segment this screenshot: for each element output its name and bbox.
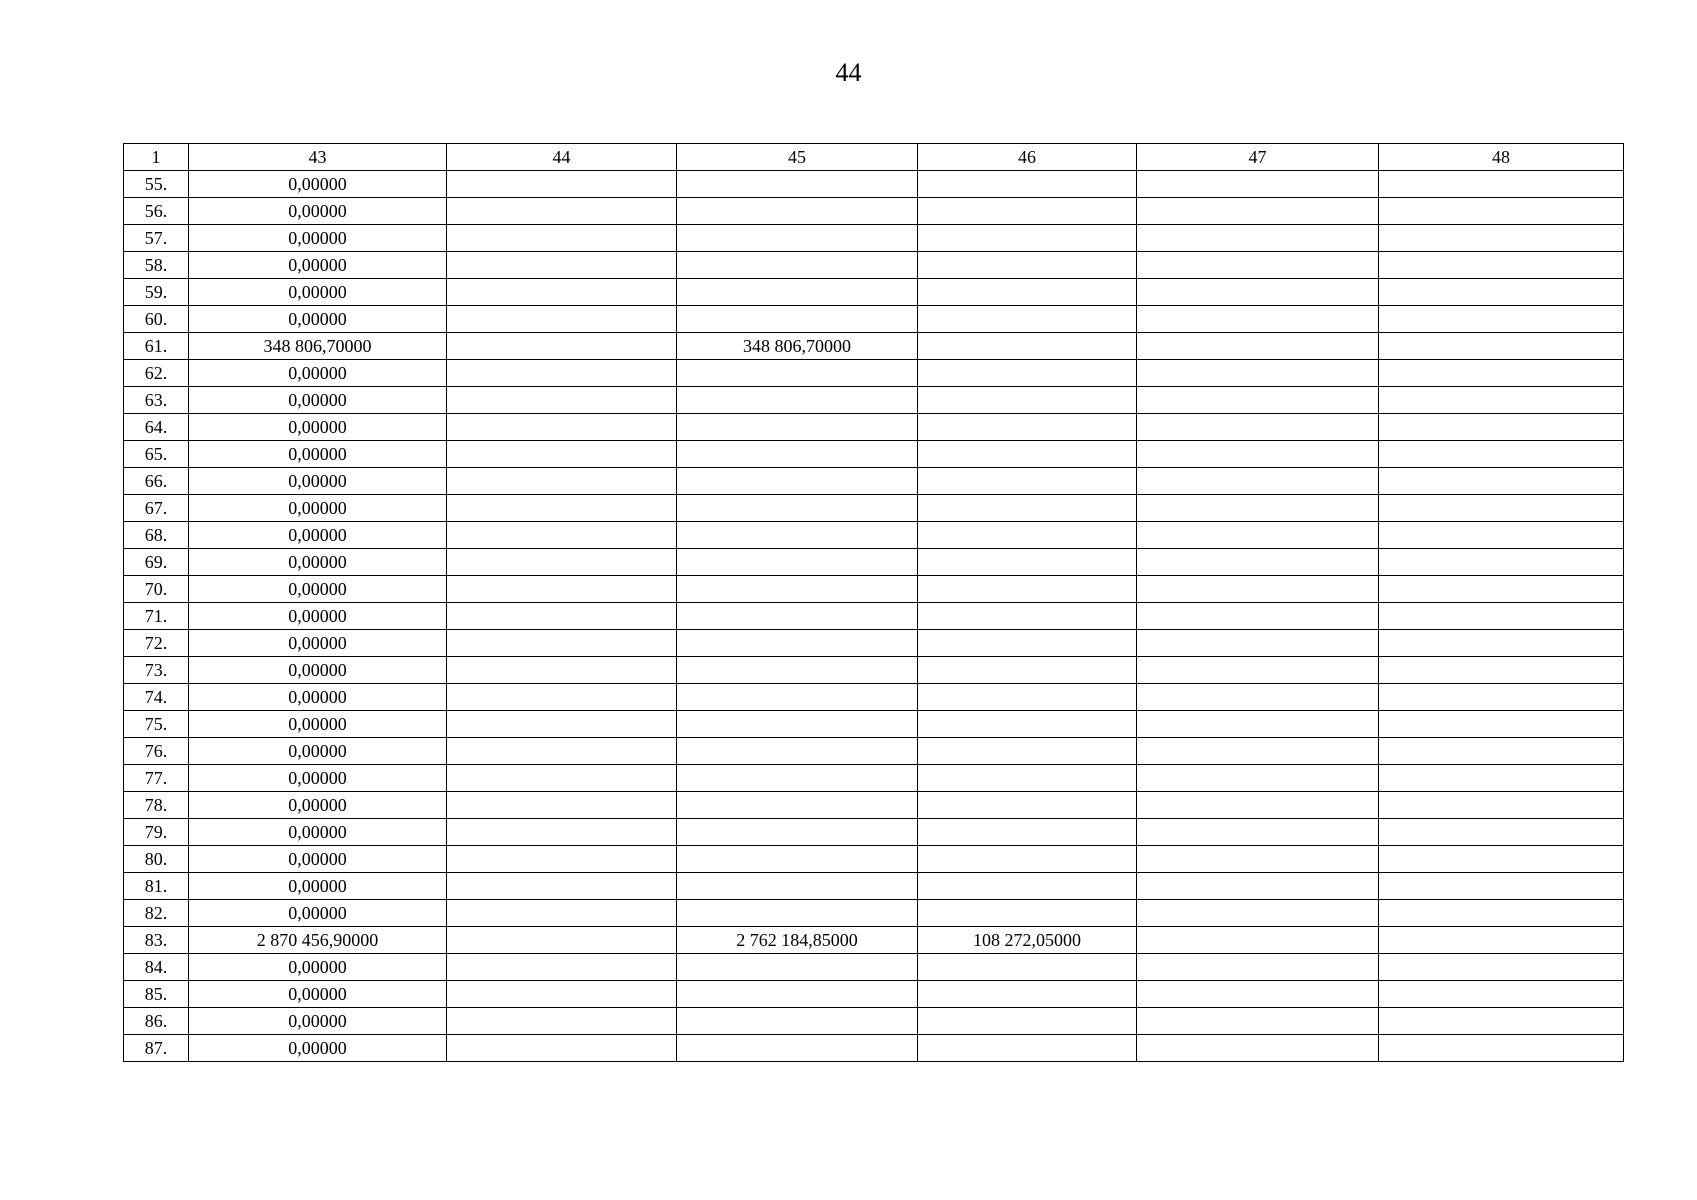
table-cell: [918, 657, 1137, 684]
table-header-row: [124, 144, 1624, 171]
table-cell: 0,00000: [189, 549, 447, 576]
table-cell: [447, 738, 677, 765]
table-cell: 0,00000: [189, 792, 447, 819]
table-cell: 0,00000: [189, 414, 447, 441]
table-cell: 0,00000: [189, 171, 447, 198]
table-cell: [918, 819, 1137, 846]
table-row: [124, 549, 1624, 576]
row-number-cell: 87.: [124, 1035, 189, 1062]
row-number-cell: 66.: [124, 468, 189, 495]
table-cell: [1137, 522, 1379, 549]
table-cell: [1379, 333, 1624, 360]
table-cell: [677, 684, 918, 711]
table-row: [124, 954, 1624, 981]
table-cell: [1137, 873, 1379, 900]
table-cell: 0,00000: [189, 198, 447, 225]
table-cell: [918, 549, 1137, 576]
table-cell: [447, 333, 677, 360]
table-cell: [447, 1035, 677, 1062]
table-cell: [447, 711, 677, 738]
row-number-cell: 64.: [124, 414, 189, 441]
table-cell: [677, 873, 918, 900]
table-cell: [447, 468, 677, 495]
table-cell: 0,00000: [189, 657, 447, 684]
row-number-cell: 77.: [124, 765, 189, 792]
table-cell: [918, 387, 1137, 414]
table-cell: [1379, 603, 1624, 630]
table-row: [124, 306, 1624, 333]
header-cell: 46: [918, 144, 1137, 171]
table-cell: [447, 387, 677, 414]
table-cell: [677, 846, 918, 873]
row-number-cell: 79.: [124, 819, 189, 846]
table-cell: [447, 846, 677, 873]
table-cell: 0,00000: [189, 225, 447, 252]
table-cell: [677, 576, 918, 603]
table-cell: [677, 900, 918, 927]
table-cell: [447, 792, 677, 819]
header-cell: 45: [677, 144, 918, 171]
table-cell: [1137, 225, 1379, 252]
table-cell: [447, 900, 677, 927]
row-number-cell: 81.: [124, 873, 189, 900]
table-cell: [447, 603, 677, 630]
table-cell: [1379, 630, 1624, 657]
table-cell: [1379, 171, 1624, 198]
row-number-cell: 73.: [124, 657, 189, 684]
table-cell: [447, 360, 677, 387]
table-cell: [1137, 792, 1379, 819]
table-cell: [1137, 684, 1379, 711]
row-number-cell: 59.: [124, 279, 189, 306]
table-cell: [447, 927, 677, 954]
table-cell: 0,00000: [189, 441, 447, 468]
table-cell: [447, 630, 677, 657]
table-cell: [918, 1035, 1137, 1062]
table-cell: [918, 306, 1137, 333]
table-cell: [677, 657, 918, 684]
table-cell: [918, 603, 1137, 630]
table-cell: [918, 900, 1137, 927]
header-cell: 44: [447, 144, 677, 171]
table-cell: 0,00000: [189, 900, 447, 927]
header-cell: 1: [124, 144, 189, 171]
table-cell: [1137, 630, 1379, 657]
table-cell: [918, 468, 1137, 495]
table-cell: [918, 522, 1137, 549]
table-cell: [1137, 765, 1379, 792]
table-cell: [447, 576, 677, 603]
row-number-cell: 69.: [124, 549, 189, 576]
table-cell: [1137, 414, 1379, 441]
table-row: [124, 360, 1624, 387]
table-cell: [1379, 360, 1624, 387]
table-cell: [1379, 900, 1624, 927]
table-cell: [1137, 171, 1379, 198]
table-cell: [677, 1035, 918, 1062]
table-cell: [1137, 198, 1379, 225]
table-cell: [918, 414, 1137, 441]
table-cell: [1379, 441, 1624, 468]
table-cell: [1137, 468, 1379, 495]
table-cell: [1379, 711, 1624, 738]
row-number-cell: 62.: [124, 360, 189, 387]
table-cell: [677, 252, 918, 279]
row-number-cell: 75.: [124, 711, 189, 738]
table-cell: [1379, 765, 1624, 792]
table-cell: [1137, 1008, 1379, 1035]
row-number-cell: 78.: [124, 792, 189, 819]
row-number-cell: 61.: [124, 333, 189, 360]
table-cell: 0,00000: [189, 711, 447, 738]
table-cell: [677, 1008, 918, 1035]
table-cell: [918, 765, 1137, 792]
table-cell: [447, 171, 677, 198]
table-cell: [1379, 1008, 1624, 1035]
header-cell: 43: [189, 144, 447, 171]
table-cell: [1379, 387, 1624, 414]
table-cell: [1137, 927, 1379, 954]
table-cell: [1379, 495, 1624, 522]
table-cell: 0,00000: [189, 738, 447, 765]
table-cell: 348 806,70000: [189, 333, 447, 360]
table-row: [124, 522, 1624, 549]
row-number-cell: 68.: [124, 522, 189, 549]
table-cell: [918, 873, 1137, 900]
table-cell: [447, 198, 677, 225]
table-cell: [918, 792, 1137, 819]
header-cell: 48: [1379, 144, 1624, 171]
table-cell: [677, 225, 918, 252]
table-cell: [447, 549, 677, 576]
table-cell: [1137, 954, 1379, 981]
table-cell: 0,00000: [189, 279, 447, 306]
row-number-cell: 57.: [124, 225, 189, 252]
table-cell: 2 762 184,85000: [677, 927, 918, 954]
table-cell: [677, 549, 918, 576]
table-cell: [1137, 603, 1379, 630]
table-cell: [677, 198, 918, 225]
table-cell: [1137, 495, 1379, 522]
table-cell: 0,00000: [189, 603, 447, 630]
table-cell: [447, 495, 677, 522]
table-cell: [1137, 900, 1379, 927]
table-row: [124, 333, 1624, 360]
table-cell: [1137, 738, 1379, 765]
row-number-cell: 55.: [124, 171, 189, 198]
table-row: [124, 468, 1624, 495]
table-cell: [447, 819, 677, 846]
table-cell: [447, 522, 677, 549]
row-number-cell: 80.: [124, 846, 189, 873]
table-cell: [1137, 333, 1379, 360]
table-cell: [677, 954, 918, 981]
table-row: [124, 576, 1624, 603]
table-cell: 348 806,70000: [677, 333, 918, 360]
table-cell: [447, 279, 677, 306]
row-number-cell: 84.: [124, 954, 189, 981]
table-cell: [677, 981, 918, 1008]
data-table: [123, 143, 1624, 1062]
table-cell: 0,00000: [189, 765, 447, 792]
row-number-cell: 71.: [124, 603, 189, 630]
table-row: [124, 225, 1624, 252]
table-cell: [1379, 819, 1624, 846]
table-cell: [447, 225, 677, 252]
row-number-cell: 76.: [124, 738, 189, 765]
row-number-cell: 86.: [124, 1008, 189, 1035]
table-cell: [1137, 846, 1379, 873]
table-cell: [918, 441, 1137, 468]
table-cell: [1137, 549, 1379, 576]
table-row: [124, 981, 1624, 1008]
table-cell: [677, 711, 918, 738]
table-cell: [1379, 792, 1624, 819]
table-row: [124, 441, 1624, 468]
row-number-cell: 82.: [124, 900, 189, 927]
table-row: [124, 198, 1624, 225]
table-cell: [447, 954, 677, 981]
table-cell: [677, 603, 918, 630]
table-cell: 0,00000: [189, 252, 447, 279]
row-number-cell: 58.: [124, 252, 189, 279]
page-number: 44: [835, 58, 862, 87]
table-cell: [918, 954, 1137, 981]
table-row: [124, 414, 1624, 441]
table-cell: [918, 279, 1137, 306]
table-row: [124, 819, 1624, 846]
table-cell: [677, 414, 918, 441]
table-cell: [1379, 198, 1624, 225]
table-cell: [1137, 981, 1379, 1008]
table-row: [124, 657, 1624, 684]
table-row: [124, 252, 1624, 279]
table-row: [124, 900, 1624, 927]
table-cell: [1379, 576, 1624, 603]
table-cell: [1379, 684, 1624, 711]
table-cell: [1137, 387, 1379, 414]
row-number-cell: 67.: [124, 495, 189, 522]
row-number-cell: 72.: [124, 630, 189, 657]
table-cell: [1137, 252, 1379, 279]
table-body: [124, 171, 1624, 1062]
table-cell: [677, 495, 918, 522]
table-cell: [677, 630, 918, 657]
table-cell: [918, 198, 1137, 225]
table-cell: [677, 765, 918, 792]
table-cell: [1379, 522, 1624, 549]
table-row: [124, 1008, 1624, 1035]
table-cell: [1379, 225, 1624, 252]
table-row: [124, 792, 1624, 819]
table-cell: 0,00000: [189, 981, 447, 1008]
table-cell: [918, 225, 1137, 252]
table-row: [124, 603, 1624, 630]
row-number-cell: 85.: [124, 981, 189, 1008]
table-cell: 0,00000: [189, 306, 447, 333]
table-cell: [1379, 927, 1624, 954]
table-cell: [1379, 468, 1624, 495]
table-cell: 0,00000: [189, 954, 447, 981]
table-cell: 0,00000: [189, 360, 447, 387]
table-row: [124, 873, 1624, 900]
table-cell: [1379, 1035, 1624, 1062]
table-cell: [1379, 306, 1624, 333]
row-number-cell: 83.: [124, 927, 189, 954]
table-cell: [1379, 846, 1624, 873]
table-row: [124, 279, 1624, 306]
table-cell: 0,00000: [189, 1008, 447, 1035]
table-cell: 0,00000: [189, 468, 447, 495]
table-cell: [677, 522, 918, 549]
table-cell: [1137, 306, 1379, 333]
table-cell: [918, 981, 1137, 1008]
table-row: [124, 171, 1624, 198]
header-cell: 47: [1137, 144, 1379, 171]
table-cell: 0,00000: [189, 1035, 447, 1062]
table-cell: 0,00000: [189, 576, 447, 603]
table-row: [124, 495, 1624, 522]
table-cell: [1379, 252, 1624, 279]
table-row: [124, 927, 1624, 954]
table-cell: [1137, 1035, 1379, 1062]
table-cell: [677, 279, 918, 306]
table-row: [124, 1035, 1624, 1062]
table-cell: [1137, 819, 1379, 846]
table-cell: [1379, 954, 1624, 981]
table-cell: [447, 981, 677, 1008]
table-row: [124, 684, 1624, 711]
table-cell: [1137, 441, 1379, 468]
table-cell: [918, 738, 1137, 765]
table-cell: [1379, 549, 1624, 576]
table-cell: [677, 360, 918, 387]
table-cell: 0,00000: [189, 819, 447, 846]
table-cell: [1379, 279, 1624, 306]
table-cell: [447, 657, 677, 684]
table-cell: [918, 333, 1137, 360]
table-cell: [447, 765, 677, 792]
table-cell: [447, 306, 677, 333]
row-number-cell: 70.: [124, 576, 189, 603]
table-row: [124, 387, 1624, 414]
row-number-cell: 60.: [124, 306, 189, 333]
table-cell: [1379, 738, 1624, 765]
table-cell: [677, 468, 918, 495]
table-cell: [1379, 981, 1624, 1008]
table-cell: [1379, 657, 1624, 684]
table-cell: 2 870 456,90000: [189, 927, 447, 954]
table-cell: [677, 171, 918, 198]
table-cell: 0,00000: [189, 495, 447, 522]
table-cell: 0,00000: [189, 846, 447, 873]
table-cell: [447, 873, 677, 900]
table-cell: [677, 441, 918, 468]
table-cell: [918, 846, 1137, 873]
table-row: [124, 711, 1624, 738]
table-cell: [1379, 873, 1624, 900]
table-cell: [918, 711, 1137, 738]
table-cell: [447, 684, 677, 711]
table-cell: [447, 414, 677, 441]
table-row: [124, 630, 1624, 657]
row-number-cell: 63.: [124, 387, 189, 414]
table-cell: [677, 819, 918, 846]
table-cell: [677, 306, 918, 333]
table-cell: [1137, 360, 1379, 387]
table-cell: [918, 495, 1137, 522]
table-cell: [677, 387, 918, 414]
row-number-cell: 65.: [124, 441, 189, 468]
table-cell: [918, 630, 1137, 657]
table-row: [124, 765, 1624, 792]
row-number-cell: 74.: [124, 684, 189, 711]
table-cell: [918, 1008, 1137, 1035]
table-cell: 0,00000: [189, 630, 447, 657]
table-cell: [447, 1008, 677, 1035]
table-cell: [918, 684, 1137, 711]
table-cell: 0,00000: [189, 684, 447, 711]
table-cell: [1137, 576, 1379, 603]
table-cell: [1137, 711, 1379, 738]
table-cell: 108 272,05000: [918, 927, 1137, 954]
table-row: [124, 846, 1624, 873]
table-cell: [677, 738, 918, 765]
table-cell: [918, 360, 1137, 387]
table-row: [124, 738, 1624, 765]
table-cell: [447, 441, 677, 468]
table-cell: [1137, 657, 1379, 684]
table-cell: [677, 792, 918, 819]
row-number-cell: 56.: [124, 198, 189, 225]
table-cell: [918, 576, 1137, 603]
table-cell: [918, 171, 1137, 198]
table-cell: [918, 252, 1137, 279]
table-cell: [1137, 279, 1379, 306]
table-cell: 0,00000: [189, 387, 447, 414]
table-cell: [1379, 414, 1624, 441]
table-cell: 0,00000: [189, 522, 447, 549]
table-cell: [447, 252, 677, 279]
table-cell: 0,00000: [189, 873, 447, 900]
